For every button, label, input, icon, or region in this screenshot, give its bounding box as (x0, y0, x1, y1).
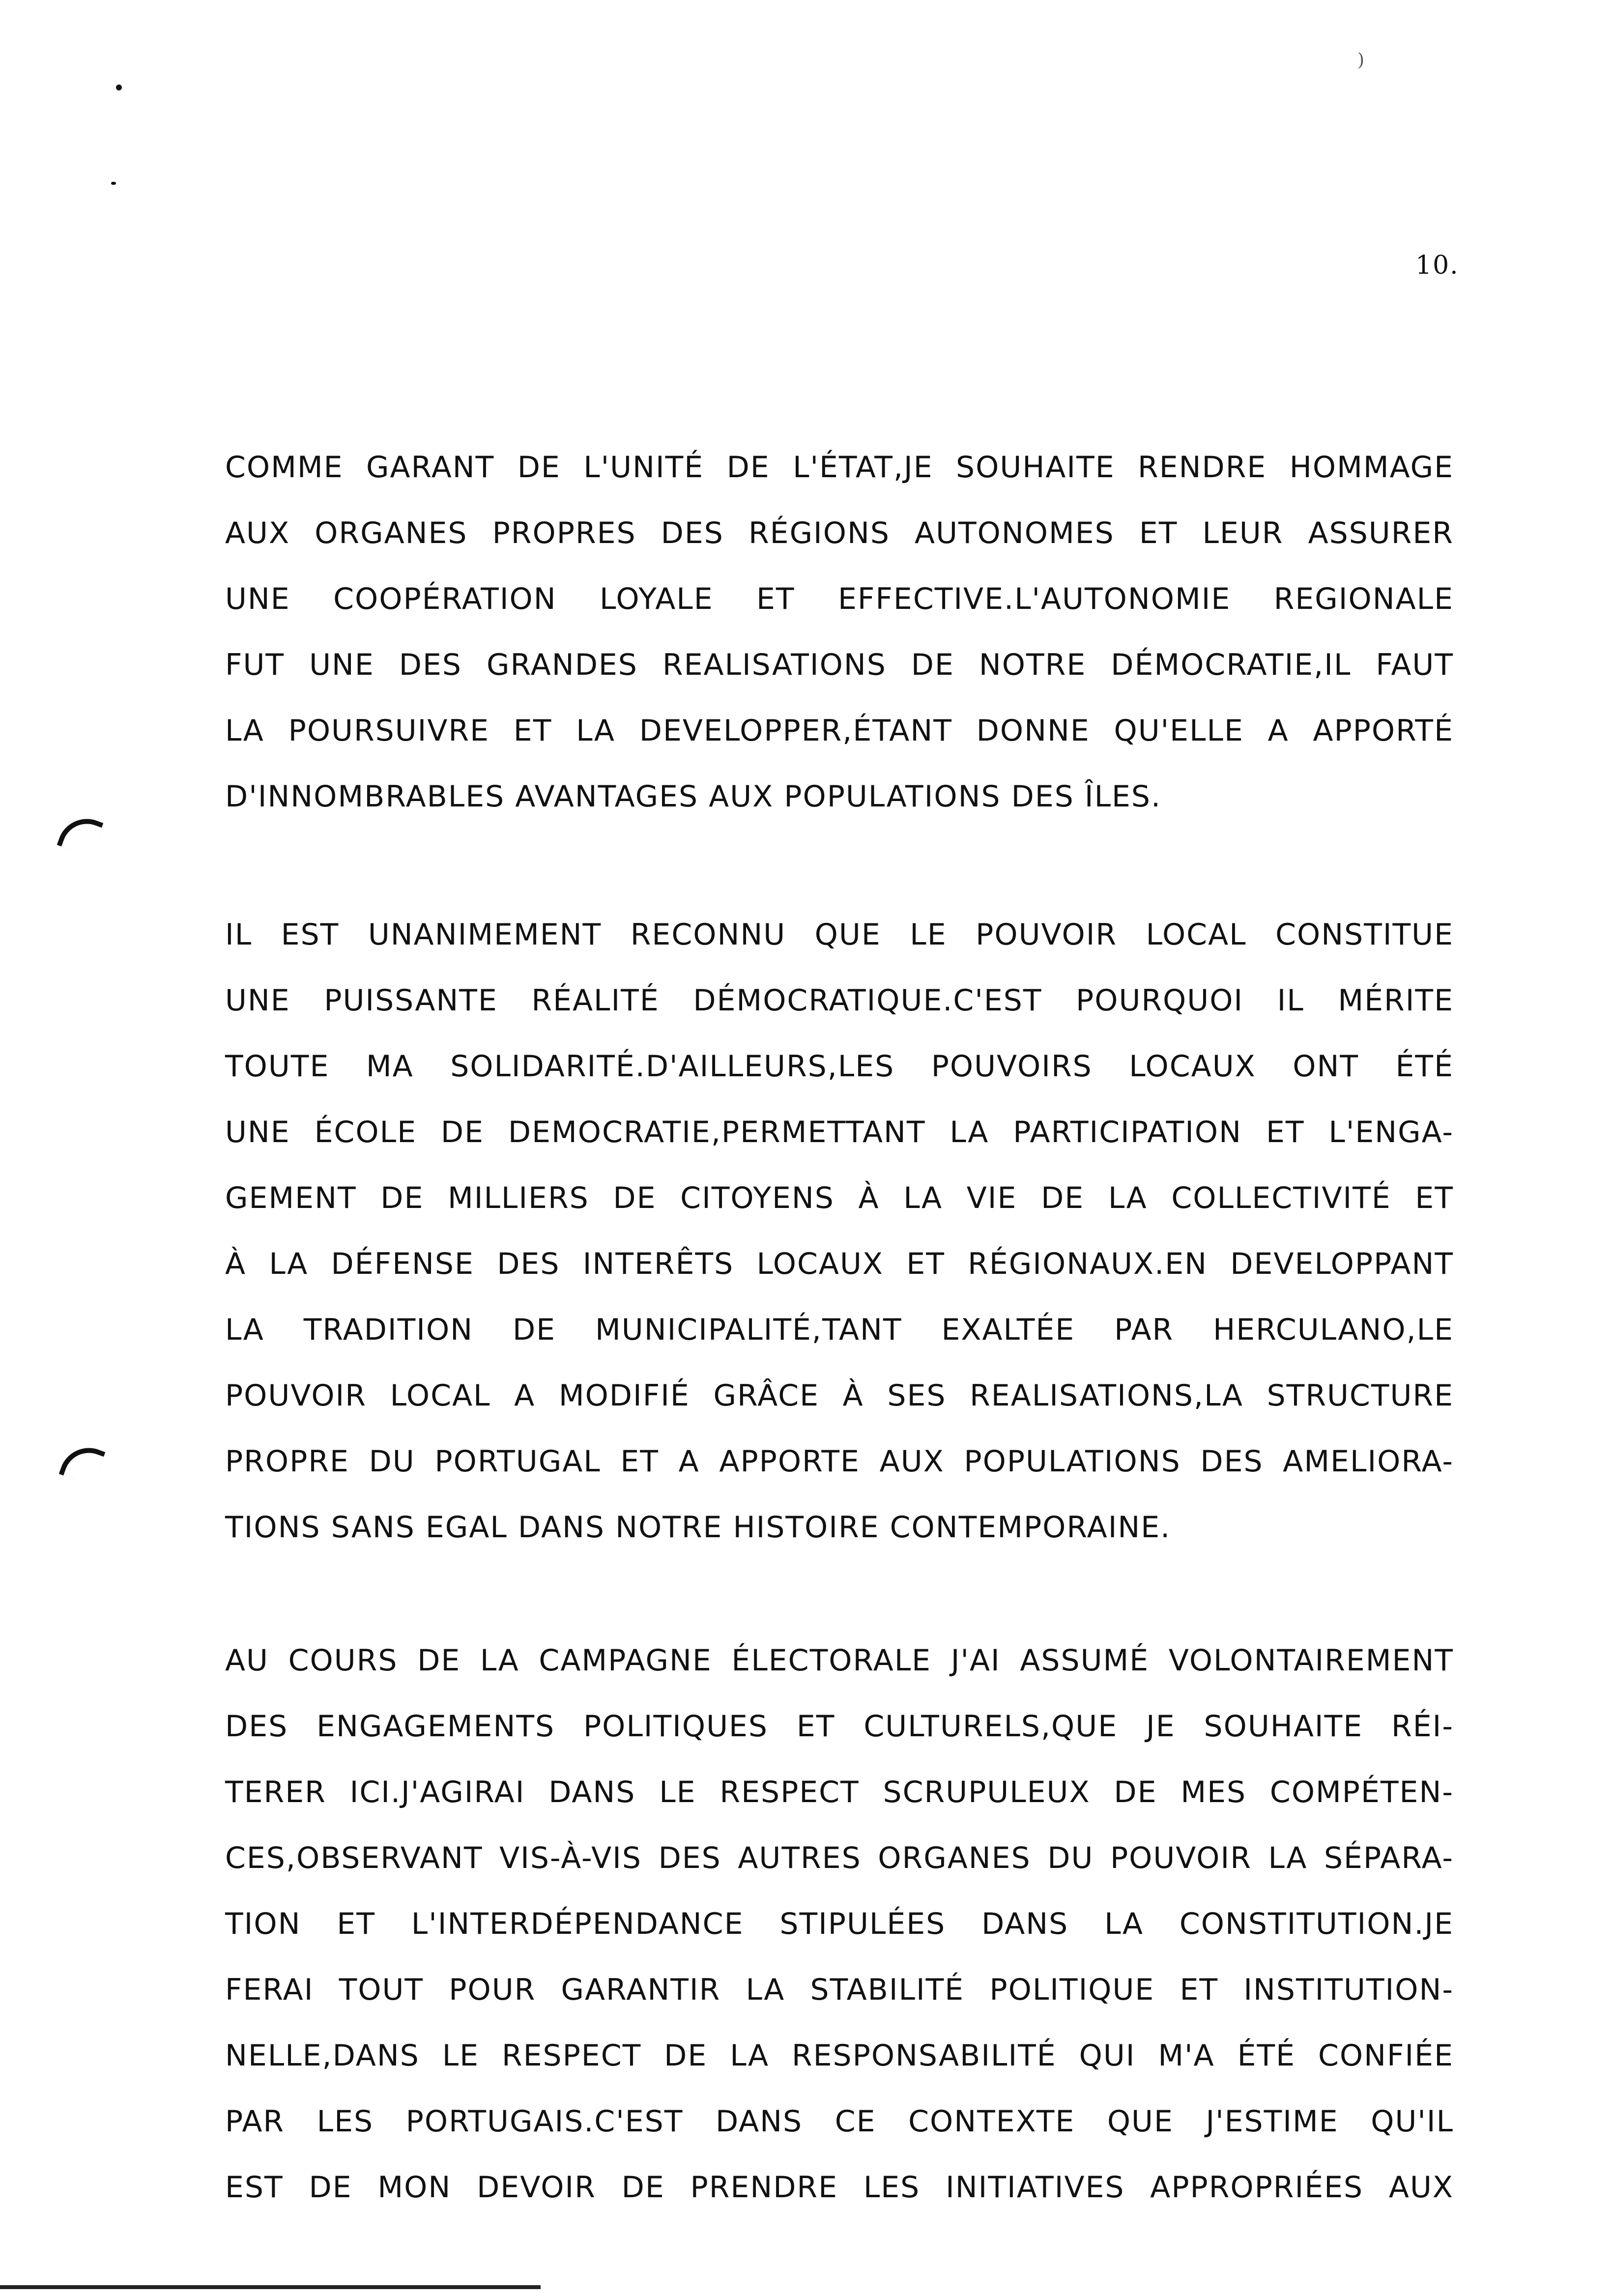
scan-dot-mark (116, 85, 122, 90)
text-line: TERER ICI.J'AGIRAI DANS LE RESPECT SCRUPULEUX DE MES COMPÉTEN- (225, 1775, 1454, 1809)
text-line: LA TRADITION DE MUNICIPALITÉ,TANT EXALTÉE PAR HERCULANO,LE (225, 1313, 1454, 1347)
text-line: FUT UNE DES GRANDES REALISATIONS DE NOTRE DÉMOCRATIE,IL FAUT (225, 648, 1454, 682)
text-line: POUVOIR LOCAL A MODIFIÉ GRÂCE À SES REALISATIONS,LA STRUCTURE (225, 1378, 1454, 1413)
text-line: UNE PUISSANTE RÉALITÉ DÉMOCRATIQUE.C'EST POURQUOI IL MÉRITE (225, 983, 1454, 1018)
text-line: D'INNOMBRABLES AVANTAGES AUX POPULATIONS DES ÎLES. (225, 779, 1162, 814)
text-line: GEMENT DE MILLIERS DE CITOYENS À LA VIE DE LA COLLECTIVITÉ ET (225, 1181, 1454, 1215)
punch-hole-mark (57, 811, 104, 858)
text-line: IL EST UNANIMEMENT RECONNU QUE LE POUVOIR LOCAL CONSTITUE (225, 918, 1454, 952)
bottom-scan-rule (0, 2285, 541, 2289)
text-line: LA POURSUIVRE ET LA DEVELOPPER,ÉTANT DONNE QU'ELLE A APPORTÉ (225, 714, 1454, 748)
text-line: PAR LES PORTUGAIS.C'EST DANS CE CONTEXTE QUE J'ESTIME QU'IL (225, 2104, 1454, 2139)
text-line: DES ENGAGEMENTS POLITIQUES ET CULTURELS,QUE JE SOUHAITE RÉI- (225, 1709, 1454, 1744)
text-line: TOUTE MA SOLIDARITÉ.D'AILLEURS,LES POUVOIRS LOCAUX ONT ÉTÉ (225, 1049, 1454, 1084)
punch-hole-mark (59, 1440, 106, 1487)
text-line: À LA DÉFENSE DES INTERÊTS LOCAUX ET RÉGIONAUX.EN DEVELOPPANT (225, 1247, 1454, 1281)
page-number: 10. (1415, 251, 1459, 280)
margin-mark: ) (1357, 50, 1365, 70)
text-line: NELLE,DANS LE RESPECT DE LA RESPONSABILITÉ QUI M'A ÉTÉ CONFIÉE (225, 2038, 1454, 2073)
text-line: PROPRE DU PORTUGAL ET A APPORTE AUX POPULATIONS DES AMELIORA- (225, 1444, 1454, 1479)
text-line: EST DE MON DEVOIR DE PRENDRE LES INITIATIVES APPROPRIÉES AUX (225, 2170, 1454, 2205)
text-line: UNE ÉCOLE DE DEMOCRATIE,PERMETTANT LA PARTICIPATION ET L'ENGA- (225, 1115, 1454, 1149)
paragraph-2 (225, 902, 1454, 1560)
text-line: AUX ORGANES PROPRES DES RÉGIONS AUTONOMES ET LEUR ASSURER (225, 516, 1454, 550)
text-line: COMME GARANT DE L'UNITÉ DE L'ÉTAT,JE SOUHAITE RENDRE HOMMAGE (225, 450, 1454, 485)
text-line: TION ET L'INTERDÉPENDANCE STIPULÉES DANS LA CONSTITUTION.JE (225, 1907, 1454, 1941)
paragraph-1 (225, 434, 1454, 830)
text-line: TIONS SANS EGAL DANS NOTRE HISTOIRE CONTEMPORAINE. (225, 1510, 1171, 1545)
text-line: FERAI TOUT POUR GARANTIR LA STABILITÉ POLITIQUE ET INSTITUTION- (225, 1973, 1454, 2007)
text-line: AU COURS DE LA CAMPAGNE ÉLECTORALE J'AI ASSUMÉ VOLONTAIREMENT (225, 1643, 1454, 1678)
text-line: CES,OBSERVANT VIS-À-VIS DES AUTRES ORGANES DU POUVOIR LA SÉPARA- (225, 1841, 1454, 1875)
text-line: UNE COOPÉRATION LOYALE ET EFFECTIVE.L'AUTONOMIE REGIONALE (225, 582, 1454, 616)
scan-dash-mark (111, 182, 116, 185)
paragraph-3 (225, 1628, 1454, 2220)
